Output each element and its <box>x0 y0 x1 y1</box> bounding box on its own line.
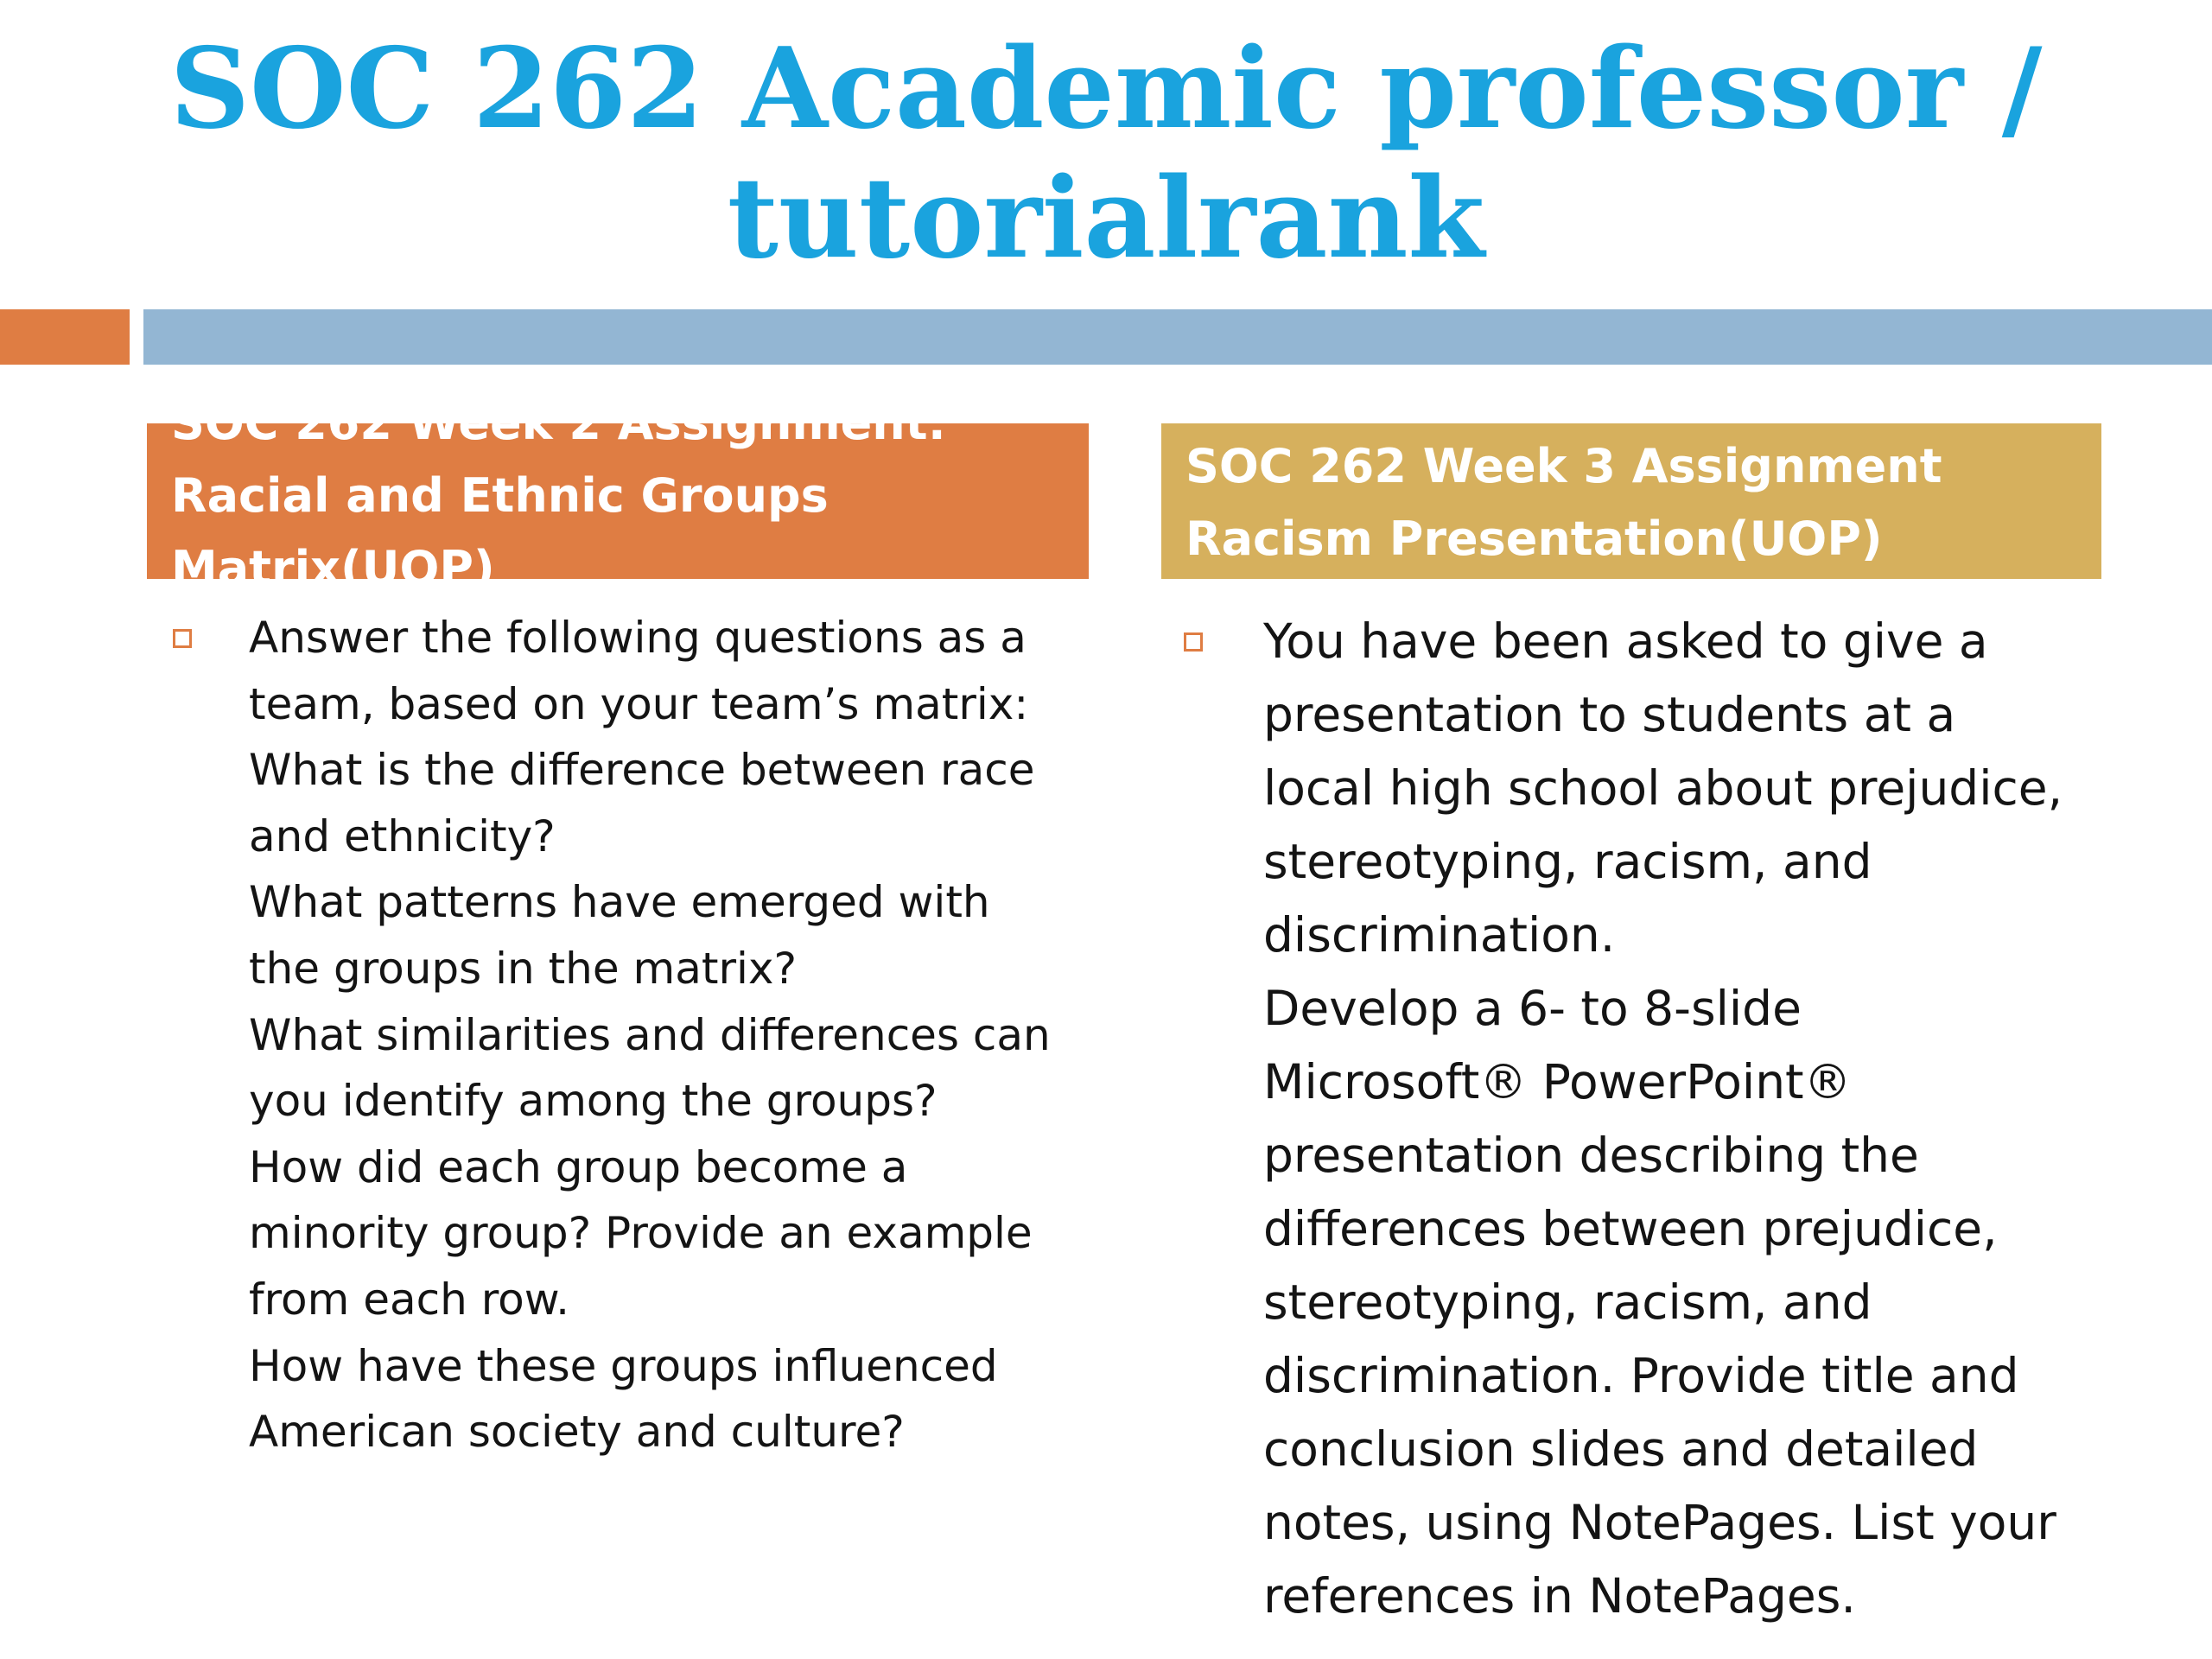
accent-bar-orange <box>0 309 130 365</box>
body-line: discrimination. <box>1263 907 1616 963</box>
slide-title-line-1: SOC 262 Academic professor / <box>169 24 2043 154</box>
right-header-line: SOC 262 Week 3 Assignment <box>1185 439 1942 493</box>
body-line: local high school about prejudice, <box>1263 760 2063 816</box>
body-line: you identify among the groups? <box>249 1076 938 1127</box>
body-line: stereotyping, racism, and <box>1263 834 1872 889</box>
body-line: Develop a 6- to 8-slide <box>1263 981 1802 1036</box>
body-line: conclusion slides and detailed <box>1263 1421 1979 1477</box>
body-line: Answer the following questions as a <box>249 613 1027 663</box>
square-bullet-icon <box>173 629 192 648</box>
body-line: differences between prejudice, <box>1263 1201 1998 1256</box>
body-line: from each row. <box>249 1274 569 1325</box>
right-body-text <box>1263 605 2063 1633</box>
body-line: presentation to students at a <box>1263 687 1956 742</box>
left-header-line: Racial and Ethnic Groups <box>171 468 829 523</box>
body-line: minority group? Provide an example <box>249 1208 1033 1259</box>
body-line: presentation describing the <box>1263 1128 1919 1183</box>
body-line: How did each group become a <box>249 1141 908 1192</box>
body-line: What is the difference between race <box>249 745 1035 796</box>
body-line: stereotyping, racism, and <box>1263 1274 1872 1330</box>
slide-title-line-2: tutorialrank <box>727 154 1485 283</box>
body-line: You have been asked to give a <box>1263 613 1988 669</box>
body-line: references in NotePages. <box>1263 1568 1856 1624</box>
left-header-line: Matrix(UOP) <box>171 541 495 595</box>
body-line: discrimination. Provide title and <box>1263 1348 2019 1403</box>
body-line: the groups in the matrix? <box>249 943 798 994</box>
square-bullet-icon <box>1184 632 1203 652</box>
body-line: team, based on your team’s matrix: <box>249 678 1029 729</box>
left-body-text <box>249 605 1051 1465</box>
body-line: and ethnicity? <box>249 810 556 861</box>
body-line: Microsoft® PowerPoint® <box>1263 1054 1852 1109</box>
left-column-header <box>147 396 1089 595</box>
left-header-line: SOC 262 Week 2 Assignment: <box>171 396 947 450</box>
body-line: What similarities and differences can <box>249 1009 1051 1060</box>
right-header-line: Racism Presentation(UOP) <box>1185 512 1883 566</box>
body-line: How have these groups influenced <box>249 1340 998 1391</box>
right-column-header <box>1161 423 2101 579</box>
body-line: What patterns have emerged with <box>249 877 990 928</box>
body-line: American society and culture? <box>249 1407 905 1458</box>
accent-bar-blue <box>143 309 2212 365</box>
body-line: notes, using NotePages. List your <box>1263 1495 2056 1550</box>
slide-title <box>0 24 2212 283</box>
